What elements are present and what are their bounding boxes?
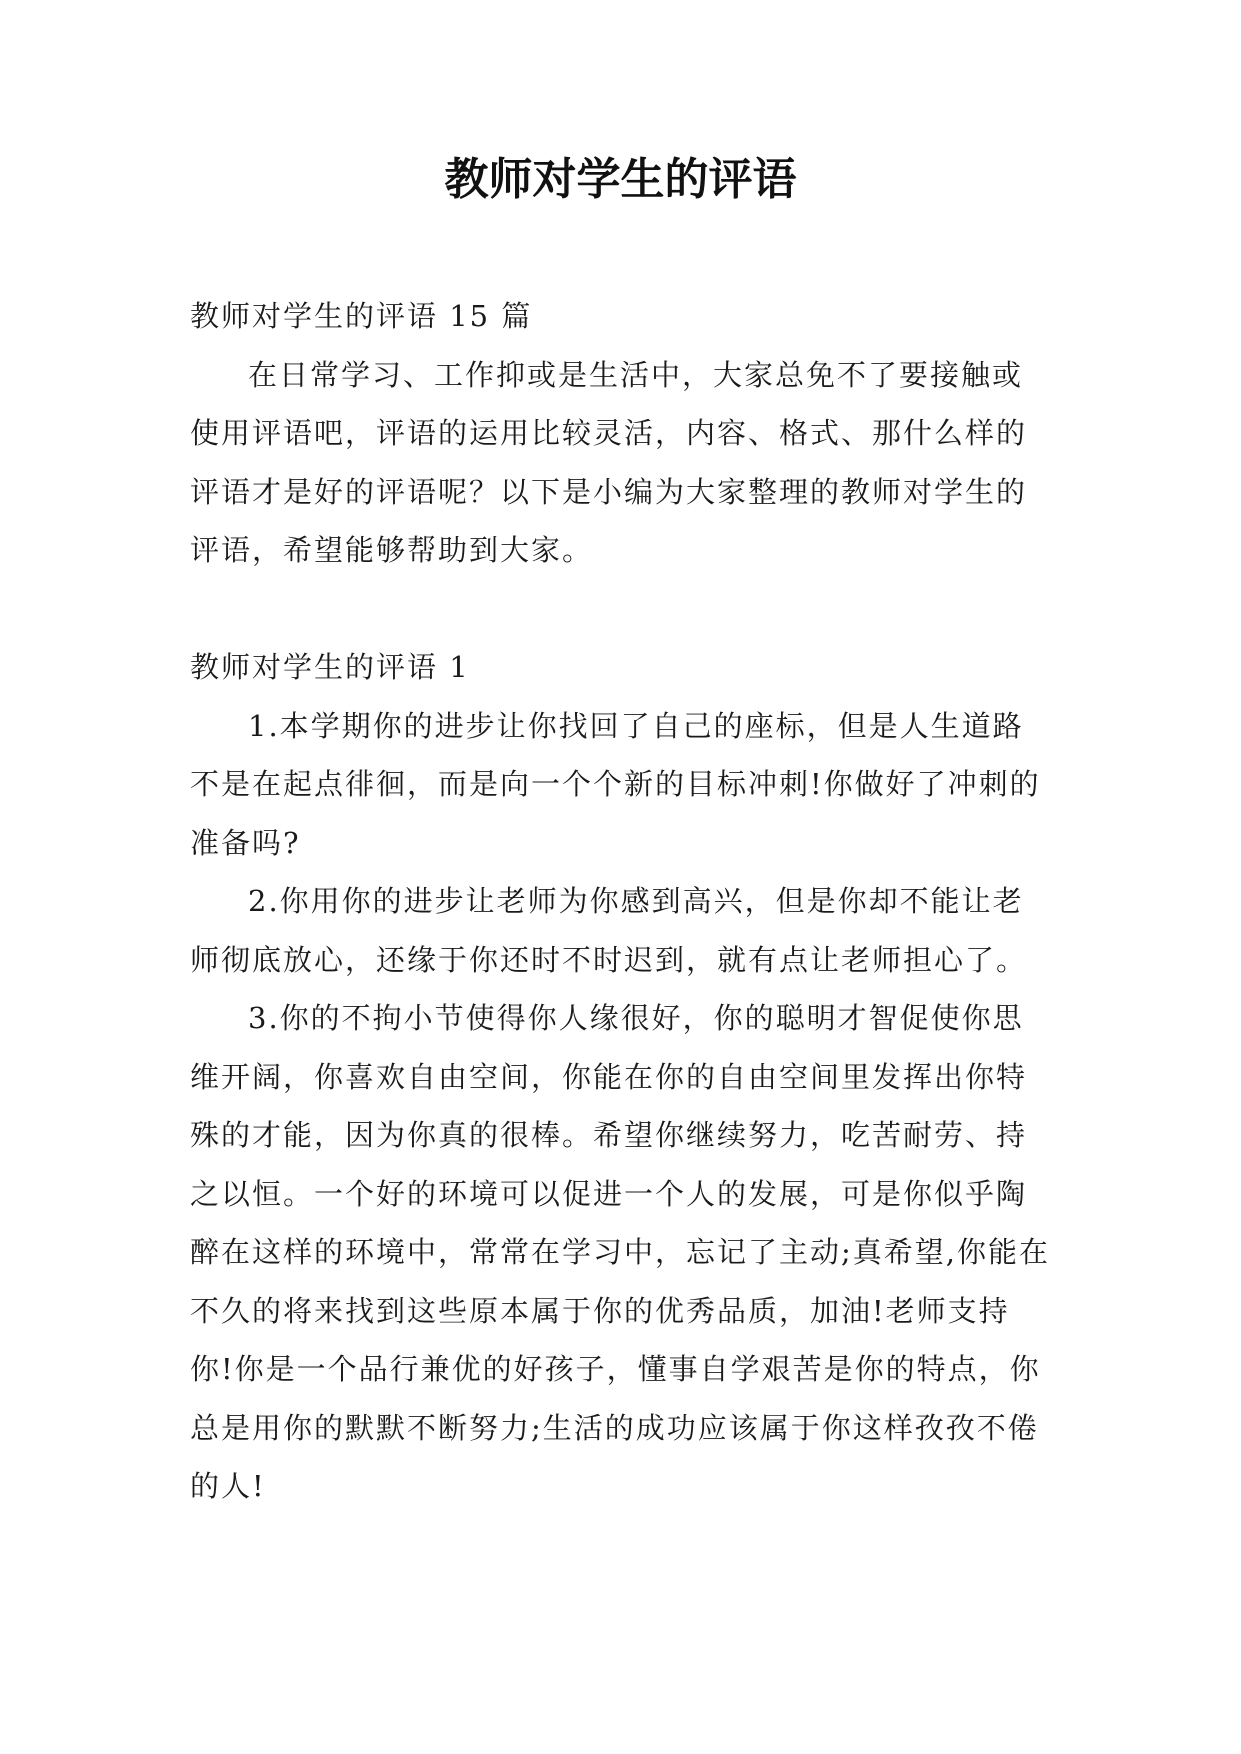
- paragraph-spacer: [190, 580, 1050, 639]
- document-title: 教师对学生的评语: [444, 154, 797, 205]
- comment-item-1: 1.本学期你的进步让你找回了自己的座标，但是人生道路不是在起点徘徊，而是向一个个新的目标冲刺!你做好了冲刺的准备吗?: [190, 708, 1041, 860]
- document-subtitle: 教师对学生的评语 15 篇: [190, 299, 533, 333]
- document-body: [190, 287, 1050, 1516]
- comment-item-3: 3.你的不拘小节使得你人缘很好，你的聪明才智促使你思维开阔，你喜欢自由空间，你能在你的自由空间里发挥出你特殊的才能，因为你真的很棒。希望你继续努力，吃苦耐劳、持之以恒。一个好的环境可以促进一个人的发展，可是你似乎陶醉在这样的环境中，常常在学习中，忘记了主动;真希望,你能在不久的将来找到这些原本属于你的优秀品质，加油!老师支持你!你是一个品行兼优的好孩子，懂事自学艰苦是你的特点，你总是用你的默默不断努力;生活的成功应该属于你这样孜孜不倦的人!: [190, 1001, 1050, 1503]
- comment-item-2: 2.你用你的进步让老师为你感到高兴，但是你却不能让老师彻底放心，还缘于你还时不时迟到，就有点让老师担心了。: [190, 884, 1028, 977]
- intro-paragraph: 在日常学习、工作抑或是生活中，大家总免不了要接触或使用评语吧，评语的运用比较灵活，内容、格式、那什么样的评语才是好的评语呢？以下是小编为大家整理的教师对学生的评语，希望能够帮助到大家。: [190, 357, 1028, 567]
- section-heading: 教师对学生的评语 1: [190, 650, 470, 684]
